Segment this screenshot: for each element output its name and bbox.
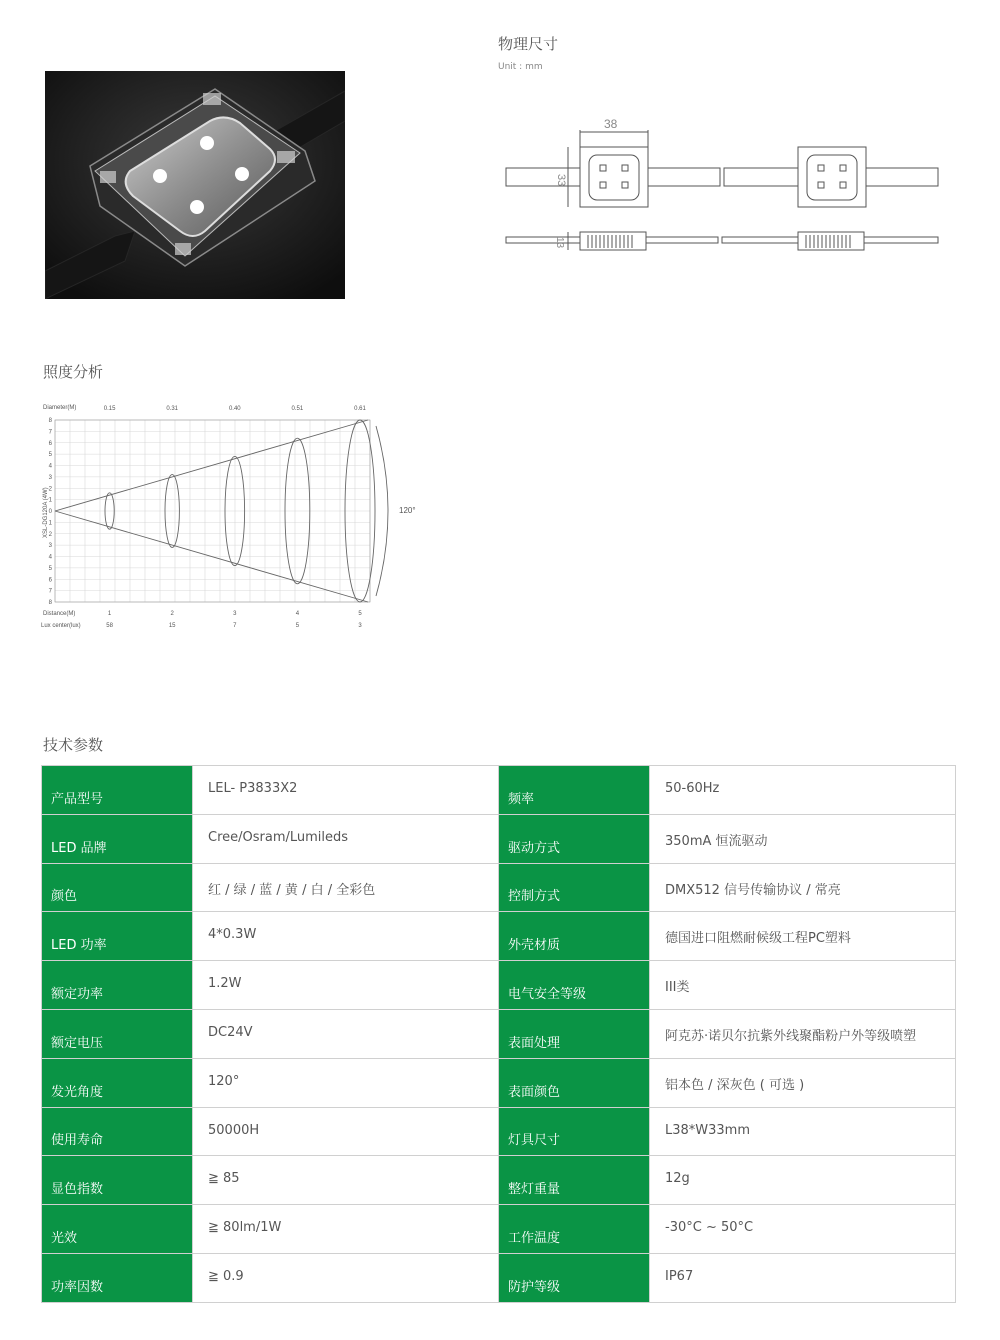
lux-value: 5 [295, 623, 300, 629]
top-view-module-left [506, 130, 720, 207]
lux-value: 3 [358, 623, 362, 629]
table-row [42, 1253, 956, 1302]
dimensions-unit: Unit : mm [498, 62, 543, 72]
lux-value: 58 [106, 623, 113, 629]
diameter-value: 0.61 [354, 406, 366, 412]
spec-key: 防护等级 [499, 1253, 650, 1302]
spec-value: LEL- P3833X2 [193, 766, 499, 815]
dimensions-title: 物理尺寸 [498, 35, 559, 53]
table-row [42, 1205, 956, 1254]
y-tick-label: 5 [48, 565, 52, 572]
spec-key: 光效 [42, 1205, 193, 1254]
diameter-value: 0.31 [166, 406, 179, 412]
spec-value: L38*W33mm [650, 1107, 956, 1156]
spec-key: 额定功率 [42, 961, 193, 1010]
lux-value: 7 [233, 623, 237, 629]
spec-key: 发光角度 [42, 1058, 193, 1107]
y-tick-label: 5 [48, 452, 52, 459]
lux-value: 15 [168, 623, 176, 629]
spec-key: 外壳材质 [499, 912, 650, 961]
chart-grid [55, 420, 370, 602]
spec-key: 额定电压 [42, 1009, 193, 1058]
lux-axis-label: Lux center(lux) [41, 623, 81, 629]
spec-key: 功率因数 [42, 1253, 193, 1302]
specs-table [41, 765, 956, 1303]
table-row [42, 961, 956, 1010]
y-tick-label: 2 [48, 486, 52, 493]
spec-key: 整灯重量 [499, 1156, 650, 1205]
spec-value: 红 / 绿 / 蓝 / 黄 / 白 / 全彩色 [193, 863, 499, 912]
spec-value: III类 [650, 961, 956, 1010]
spec-key: 显色指数 [42, 1156, 193, 1205]
y-axis-label: XSL-DG120A (4W) [43, 487, 49, 538]
table-row [42, 1156, 956, 1205]
y-tick-label: 2 [48, 531, 52, 538]
spec-value: -30°C ~ 50°C [650, 1205, 956, 1254]
spec-value: 德国进口阻燃耐候级工程PC塑料 [650, 912, 956, 961]
spec-value: 4*0.3W [193, 912, 499, 961]
side-view [506, 232, 938, 250]
y-tick-label: 8 [48, 418, 52, 424]
spec-value: 铝本色 / 深灰色 ( 可选 ) [650, 1058, 956, 1107]
spec-key: 控制方式 [499, 863, 650, 912]
beam-angle-arc [376, 426, 388, 596]
spec-value: Cree/Osram/Lumileds [193, 814, 499, 863]
diameter-value: 0.15 [103, 406, 116, 412]
beam-angle-label: 120° [399, 506, 416, 515]
spec-value: ≧ 80lm/1W [193, 1205, 499, 1254]
spec-key: 工作温度 [499, 1205, 650, 1254]
spec-value: 12g [650, 1156, 956, 1205]
width-label: 38 [604, 117, 618, 131]
distance-value: 3 [233, 611, 237, 617]
table-row [42, 912, 956, 961]
spec-value: ≧ 0.9 [193, 1253, 499, 1302]
spec-value: 50-60Hz [650, 766, 956, 815]
spec-value: 阿克苏·诺贝尔抗紫外线聚酯粉户外等级喷塑 [650, 1009, 956, 1058]
illumination-title: 照度分析 [43, 363, 104, 381]
distance-value: 4 [295, 611, 300, 617]
spec-value: 350mA 恒流驱动 [650, 814, 956, 863]
y-tick-label: 6 [48, 440, 52, 447]
specs-title: 技术参数 [43, 736, 104, 754]
diameter-value: 0.51 [291, 406, 304, 412]
distance-value: 2 [170, 611, 174, 617]
spec-key: LED 功率 [42, 912, 193, 961]
y-tick-label: 4 [48, 463, 52, 470]
diameter-axis-label: Diameter(M) [43, 405, 77, 411]
height-label: 33 [555, 174, 567, 187]
y-tick-label: 1 [48, 520, 52, 527]
product-photo [45, 71, 345, 299]
spec-key: 表面处理 [499, 1009, 650, 1058]
y-tick-label: 7 [48, 429, 52, 436]
y-tick-label: 8 [48, 600, 52, 606]
dimension-drawing [500, 110, 960, 270]
y-tick-label: 7 [48, 588, 52, 595]
spec-value: 50000H [193, 1107, 499, 1156]
spec-key: LED 品牌 [42, 814, 193, 863]
depth-label: 13 [554, 237, 565, 249]
y-tick-label: 4 [48, 554, 52, 561]
spec-key: 频率 [499, 766, 650, 815]
spec-value: DC24V [193, 1009, 499, 1058]
diameter-value: 0.40 [228, 406, 241, 412]
table-row [42, 863, 956, 912]
spec-key: 颜色 [42, 863, 193, 912]
table-row [42, 766, 956, 815]
table-row [42, 1107, 956, 1156]
table-row [42, 1009, 956, 1058]
spec-value: 120° [193, 1058, 499, 1107]
spec-key: 灯具尺寸 [499, 1107, 650, 1156]
y-tick-label: 1 [48, 497, 52, 504]
spec-value: ≧ 85 [193, 1156, 499, 1205]
spec-key: 电气安全等级 [499, 961, 650, 1010]
y-tick-label: 3 [48, 474, 52, 481]
illumination-chart [38, 398, 438, 634]
y-tick-label: 0 [48, 509, 52, 515]
spec-key: 驱动方式 [499, 814, 650, 863]
spec-value: DMX512 信号传输协议 / 常亮 [650, 863, 956, 912]
spec-value: IP67 [650, 1253, 956, 1302]
y-tick-label: 6 [48, 577, 52, 584]
table-row [42, 814, 956, 863]
distance-value: 1 [107, 611, 112, 617]
distance-axis-label: Distance(M) [43, 611, 76, 617]
spec-key: 产品型号 [42, 766, 193, 815]
table-row [42, 1058, 956, 1107]
top-view-module-right [724, 147, 938, 207]
chart-ticks [49, 406, 367, 629]
distance-value: 5 [358, 611, 362, 617]
spec-key: 表面颜色 [499, 1058, 650, 1107]
spec-key: 使用寿命 [42, 1107, 193, 1156]
spec-value: 1.2W [193, 961, 499, 1010]
y-tick-label: 3 [48, 543, 52, 550]
